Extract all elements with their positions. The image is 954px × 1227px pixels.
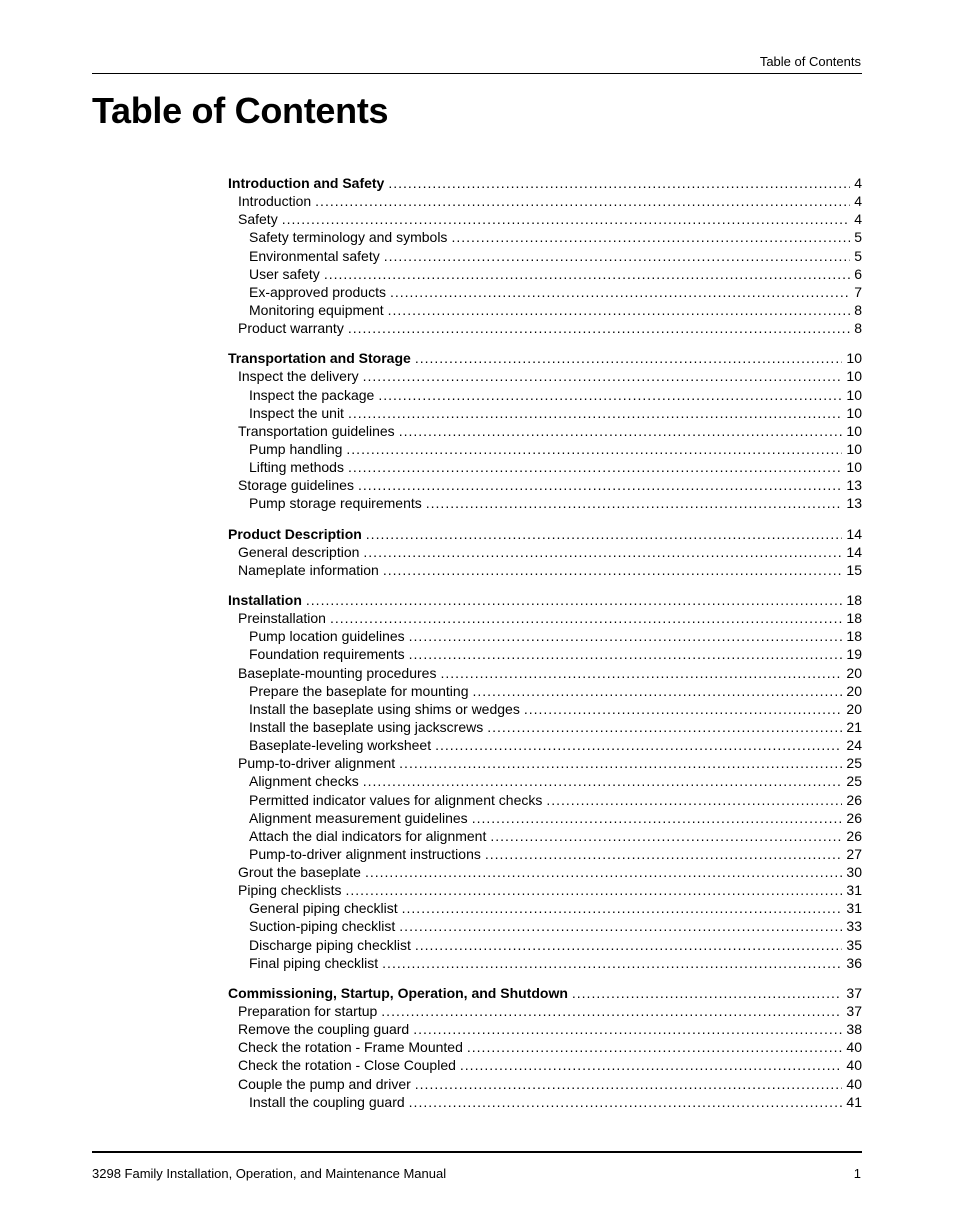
toc-entry-title: Baseplate-mounting procedures [238,664,437,681]
toc-entry-title: Safety [238,211,278,228]
toc-section-entry[interactable] [228,1020,862,1038]
toc-subsection-entry[interactable] [228,247,862,265]
toc-subsection-entry[interactable] [228,917,862,935]
toc-section [228,525,862,579]
toc-entry-page: 26 [846,791,862,808]
toc-entry-page: 20 [846,682,862,699]
toc-section [228,349,862,512]
toc-section-entry[interactable] [228,1002,862,1020]
toc-subsection-entry[interactable] [228,645,862,663]
toc-entry-title: Alignment checks [249,773,359,790]
toc-chapter-entry[interactable] [228,591,862,609]
toc-entry-title: Install the baseplate using shims or wedges [249,700,520,717]
toc-entry-title: Pump storage requirements [249,495,422,512]
toc-entry-page: 15 [846,561,862,578]
toc-subsection-entry[interactable] [228,682,862,700]
dot-leader [348,404,842,422]
toc-entry-title: Ex-approved products [249,283,386,300]
toc-entry-page: 37 [846,984,862,1001]
dot-leader [348,458,842,476]
toc-chapter-entry[interactable] [228,174,862,192]
toc-entry-title: Alignment measurement guidelines [249,809,468,826]
toc-entry-title: Remove the coupling guard [238,1021,410,1038]
toc-entry-title: Pump-to-driver alignment [238,755,396,772]
toc-entry-page: 7 [854,283,862,300]
dot-leader [472,809,843,827]
dot-leader [572,984,843,1002]
toc-entry-page: 25 [846,755,862,772]
running-header: Table of Contents [759,54,861,69]
toc-subsection-entry[interactable] [228,627,862,645]
dot-leader [460,1056,843,1074]
dot-leader [467,1038,843,1056]
toc-entry-title: Couple the pump and driver [238,1075,411,1092]
toc-section [228,591,862,972]
dot-leader [426,494,843,512]
toc-entry-title: Inspect the unit [249,404,344,421]
dot-leader [399,917,842,935]
toc-entry-page: 10 [846,440,862,457]
dot-leader [282,210,851,228]
toc-entry-title: Attach the dial indicators for alignment [249,827,487,844]
dot-leader [383,561,843,579]
toc-entry-page: 30 [846,864,862,881]
toc-entry-page: 33 [846,918,862,935]
dot-leader [390,283,850,301]
toc-entry-title: Baseplate-leveling worksheet [249,737,432,754]
toc-entry-page: 8 [854,320,862,337]
toc-entry-page: 40 [846,1075,862,1092]
toc-entry-page: 20 [846,664,862,681]
dot-leader [388,174,850,192]
toc-subsection-entry[interactable] [228,899,862,917]
toc-section [228,174,862,337]
toc-entry-title: Inspect the package [249,386,375,403]
dot-leader [415,349,843,367]
toc-subsection-entry[interactable] [228,301,862,319]
dot-leader [440,664,842,682]
dot-leader [378,386,842,404]
dot-leader [348,319,850,337]
footer-manual-title: 3298 Family Installation, Operation, and Maintenance Manual [92,1166,447,1181]
toc-entry-title: Commissioning, Startup, Operation, and Shutdown [228,984,568,1001]
dot-leader [346,440,842,458]
toc-entry-page: 40 [846,1057,862,1074]
toc-subsection-entry[interactable] [228,228,862,246]
toc-section-entry[interactable] [228,1075,862,1093]
dot-leader [399,422,843,440]
toc-entry-title: Preinstallation [238,610,326,627]
toc-entry-title: Inspect the delivery [238,368,359,385]
dot-leader [415,936,843,954]
dot-leader [381,1002,842,1020]
toc-entry-title: Transportation guidelines [238,422,395,439]
toc-entry-page: 14 [846,543,862,560]
toc-entry-title: General piping checklist [249,900,398,917]
toc-entry-title: Discharge piping checklist [249,936,411,953]
toc-entry-page: 6 [854,265,862,282]
dot-leader [472,682,842,700]
dot-leader [382,954,842,972]
toc-chapter-entry[interactable] [228,525,862,543]
toc-entry-page: 18 [846,628,862,645]
dot-leader [413,1020,842,1038]
toc-subsection-entry[interactable] [228,1093,862,1111]
toc-entry-page: 27 [846,845,862,862]
toc-entry-page: 18 [846,610,862,627]
toc-entry-title: General description [238,543,360,560]
toc-entry-page: 10 [846,386,862,403]
toc-entry-page: 36 [846,954,862,971]
dot-leader [402,899,843,917]
dot-leader [409,645,843,663]
toc-entry-title: Pump-to-driver alignment instructions [249,845,481,862]
dot-leader [366,525,843,543]
dot-leader [388,301,851,319]
toc-entry-title: Foundation requirements [249,646,405,663]
toc-section-entry[interactable] [228,367,862,385]
toc-entry-page: 37 [846,1003,862,1020]
toc-section-entry[interactable] [228,543,862,561]
toc-entry-page: 13 [846,495,862,512]
toc-entry-title: Preparation for startup [238,1003,378,1020]
page-title: Table of Contents [92,90,389,131]
dot-leader [346,881,843,899]
toc-subsection-entry[interactable] [228,845,862,863]
dot-leader [315,192,850,210]
toc-subsection-entry[interactable] [228,809,862,827]
dot-leader [409,627,843,645]
toc-entry-page: 19 [846,646,862,663]
toc-section-entry[interactable] [228,1038,862,1056]
dot-leader [365,863,842,881]
dot-leader [415,1075,843,1093]
dot-leader [485,845,843,863]
toc-section-entry[interactable] [228,881,862,899]
toc-entry-title: Storage guidelines [238,477,354,494]
toc-entry-page: 31 [846,900,862,917]
toc-entry-title: Safety terminology and symbols [249,229,448,246]
toc-entry-title: Grout the baseplate [238,864,361,881]
toc-section [228,984,862,1111]
toc-section-entry[interactable] [228,319,862,337]
dot-leader [358,476,842,494]
toc-entry-page: 10 [846,422,862,439]
dot-leader [330,609,842,627]
toc-subsection-entry[interactable] [228,827,862,845]
toc-entry-page: 4 [854,193,862,210]
dot-leader [524,700,843,718]
toc-section-entry[interactable] [228,664,862,682]
toc-entry-title: Transportation and Storage [228,350,411,367]
dot-leader [363,367,843,385]
toc-entry-title: Prepare the baseplate for mounting [249,682,469,699]
toc-subsection-entry[interactable] [228,954,862,972]
toc-entry-title: Product Description [228,525,362,542]
toc-section-entry[interactable] [228,863,862,881]
toc-entry-page: 21 [846,718,862,735]
dot-leader [363,543,842,561]
dot-leader [546,791,842,809]
dot-leader [435,736,842,754]
dot-leader [490,827,842,845]
toc-subsection-entry[interactable] [228,458,862,476]
dot-leader [324,265,850,283]
toc-section-entry[interactable] [228,609,862,627]
toc-entry-page: 4 [854,211,862,228]
toc-entry-title: Nameplate information [238,561,379,578]
toc-subsection-entry[interactable] [228,494,862,512]
dot-leader [363,772,843,790]
toc-entry-page: 10 [846,350,862,367]
toc-entry-page: 10 [846,459,862,476]
toc-entry-title: Introduction [238,193,312,210]
toc-entry-page: 25 [846,773,862,790]
toc-entry-page: 18 [846,591,862,608]
footer-rule [92,1151,862,1153]
toc-entry-title: Permitted indicator values for alignment checks [249,791,543,808]
toc-entry-title: Final piping checklist [249,954,379,971]
dot-leader [487,718,842,736]
toc-entry-page: 41 [846,1093,862,1110]
toc-entry-page: 20 [846,700,862,717]
toc-entry-title: Check the rotation - Close Coupled [238,1057,456,1074]
toc-entry-page: 10 [846,368,862,385]
toc-entry-page: 13 [846,477,862,494]
toc-entry-page: 26 [846,809,862,826]
dot-leader [451,228,850,246]
toc-entry-title: Pump location guidelines [249,628,405,645]
toc-entry-title: Install the coupling guard [249,1093,405,1110]
footer-page-number: 1 [853,1166,861,1181]
toc-subsection-entry[interactable] [228,404,862,422]
toc-entry-title: Pump handling [249,440,343,457]
toc-entry-title: Check the rotation - Frame Mounted [238,1039,463,1056]
toc-section-entry[interactable] [228,192,862,210]
toc-entry-title: Environmental safety [249,247,380,264]
toc-entry-page: 8 [854,301,862,318]
dot-leader [306,591,843,609]
toc-section-entry[interactable] [228,210,862,228]
toc-entry-title: User safety [249,265,320,282]
toc-entry-page: 40 [846,1039,862,1056]
toc-entry-title: Installation [228,591,302,608]
toc-entry-page: 26 [846,827,862,844]
toc-subsection-entry[interactable] [228,936,862,954]
toc-entry-title: Suction-piping checklist [249,918,396,935]
toc-entry-page: 24 [846,737,862,754]
dot-leader [409,1093,843,1111]
toc-entry-page: 5 [854,247,862,264]
toc-subsection-entry[interactable] [228,736,862,754]
toc-subsection-entry[interactable] [228,440,862,458]
header-rule [92,73,862,74]
toc-subsection-entry[interactable] [228,718,862,736]
toc-entry-title: Lifting methods [249,459,344,476]
toc-entry-title: Introduction and Safety [228,175,385,191]
toc-entry-title: Product warranty [238,320,344,337]
toc-entry-title: Piping checklists [238,882,342,899]
toc-entry-title: Install the baseplate using jackscrews [249,718,484,735]
dot-leader [399,754,842,772]
toc-entry-title: Monitoring equipment [249,301,384,318]
toc-subsection-entry[interactable] [228,772,862,790]
toc-section-entry[interactable] [228,1056,862,1074]
toc-entry-page: 10 [846,404,862,421]
toc-section-entry[interactable] [228,754,862,772]
toc-chapter-entry[interactable] [228,349,862,367]
toc-subsection-entry[interactable] [228,700,862,718]
toc-entry-page: 14 [846,525,862,542]
toc-section-entry[interactable] [228,422,862,440]
toc-subsection-entry[interactable] [228,386,862,404]
toc-subsection-entry[interactable] [228,791,862,809]
toc-section-entry[interactable] [228,561,862,579]
toc-subsection-entry[interactable] [228,265,862,283]
toc-entry-page: 5 [854,229,862,246]
toc-entry-page: 4 [854,175,862,191]
toc-section-entry[interactable] [228,476,862,494]
table-of-contents [228,174,862,1123]
dot-leader [384,247,850,265]
toc-chapter-entry[interactable] [228,984,862,1002]
toc-subsection-entry[interactable] [228,283,862,301]
toc-entry-page: 35 [846,936,862,953]
toc-entry-page: 31 [846,882,862,899]
toc-entry-page: 38 [846,1021,862,1038]
